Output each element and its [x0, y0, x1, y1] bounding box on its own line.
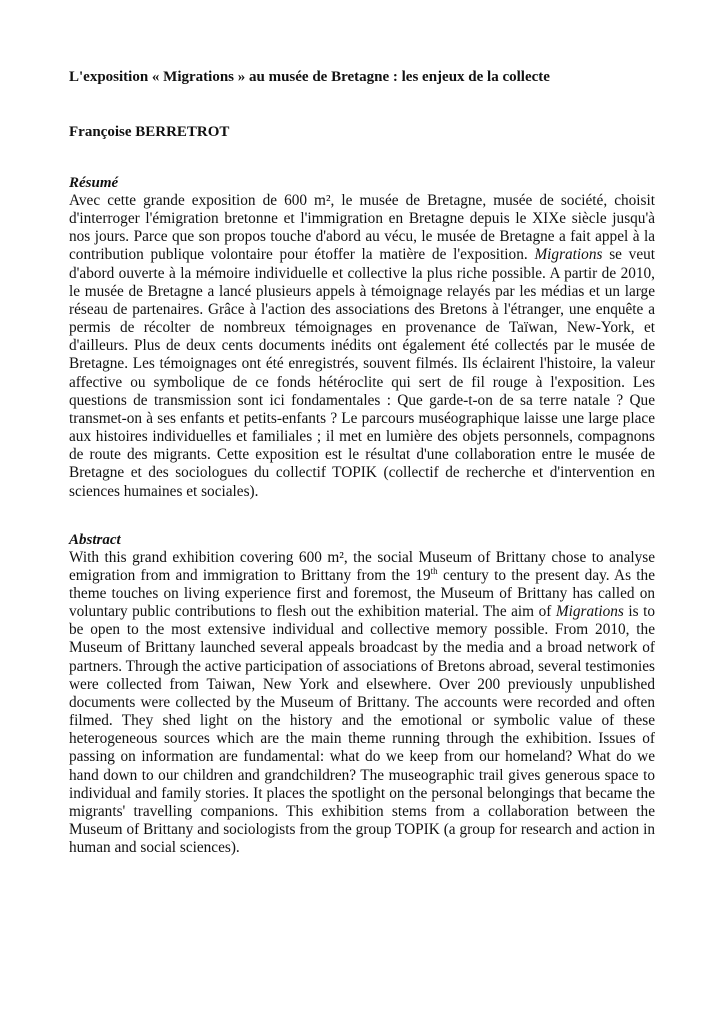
abstract-superscript: th [430, 565, 438, 576]
resume-text-part1: Avec cette grande exposition de 600 m², le musée de Bretagne, musée de société, choisit d'interroger l'émigration bretonne et l'immigration en Bretagne depuis le XIXe siècle jusqu'à nos jours. Parce que son propos touche d'abord au vécu, le musée de Bretagne a fait appel à la contribution publique volontaire pour étoffer la matière de l'exposition. [69, 192, 655, 264]
paper-title: L'exposition « Migrations » au musée de Bretagne : les enjeux de la collecte [69, 69, 550, 85]
document-page [69, 68, 655, 857]
resume-paragraph [69, 192, 655, 501]
abstract-text-part1: With this grand exhibition covering 600 m², the social Museum of Brittany chose to analyse emigration from and immigration to Brittany from the 19 [69, 548, 655, 584]
abstract-italic-title: Migrations [555, 603, 624, 621]
resume-italic-title: Migrations [534, 246, 603, 264]
author-name: Françoise BERRETROT [69, 124, 230, 140]
abstract-text-part2: century to the present day. As the theme touches on living experience first and foremost, the Museum of Brittany has called on voluntary public contributions to flesh out the exhibition material. The aim of [69, 566, 655, 621]
resume-heading: Résumé [69, 175, 119, 191]
resume-text-part2: se veut d'abord ouverte à la mémoire individuelle et collective la plus riche possible. A partir de 2010, le musée de Bretagne a lancé plusieurs appels à témoignage relayés par les médias et un large réseau de partenaires. Grâce à l'action des associations des Bretons à l'étranger, une enquête a permis de récolter de nombreux témoignages en provenance de Taïwan, New-York, et d'ailleurs. Plus de deux cents documents inédits ont également été collectés par le musée de Bretagne. Les témoignages ont été enregistrés, souvent filmés. Ils éclairent l'histoire, la valeur affective ou symbolique de ce fonds hétéroclite qui sert de fil rouge à l'exposition. Les questions de transmission sont ici fondamentales : Que garde-t-on de sa terre natale ? Que transmet-on à ses enfants et petits-enfants ? Le parcours muséographique laisse une large place aux histoires individuelles et familiales ; il met en lumière des objets personnels, compagnons de route des migrants. Cette exposition est le résultat d'une collaboration entre le musée de Bretagne et des sociologues du collectif TOPIK (collectif de recherche et d'intervention en sciences humaines et sociales). [69, 246, 656, 500]
abstract-text-part3: is to be open to the most extensive individual and collective memory possible. From 2010, the Museum of Brittany launched several appeals broadcast by the media and a broad network of partners. Through the active participation of associations of Bretons abroad, several testimonies were collected from Taiwan, New York and elsewhere. Over 200 previously unpublished documents were collected by the Museum of Brittany. The accounts were recorded and often filmed. They shed light on the history and the emotional or symbolic value of these heterogeneous sources which are the main theme running through the exhibition. Issues of passing on information are fundamental: what do we keep from our homeland? What do we hand down to our children and grandchildren? The museographic trail gives generous space to individual and family stories. It places the spotlight on the personal belongings that became the migrants' travelling companions. This exhibition stems from a collaboration between the Museum of Brittany and sociologists from the group TOPIK (a group for research and action in human and social sciences). [69, 603, 656, 857]
abstract-heading: Abstract [69, 531, 121, 548]
abstract-paragraph [69, 549, 655, 858]
